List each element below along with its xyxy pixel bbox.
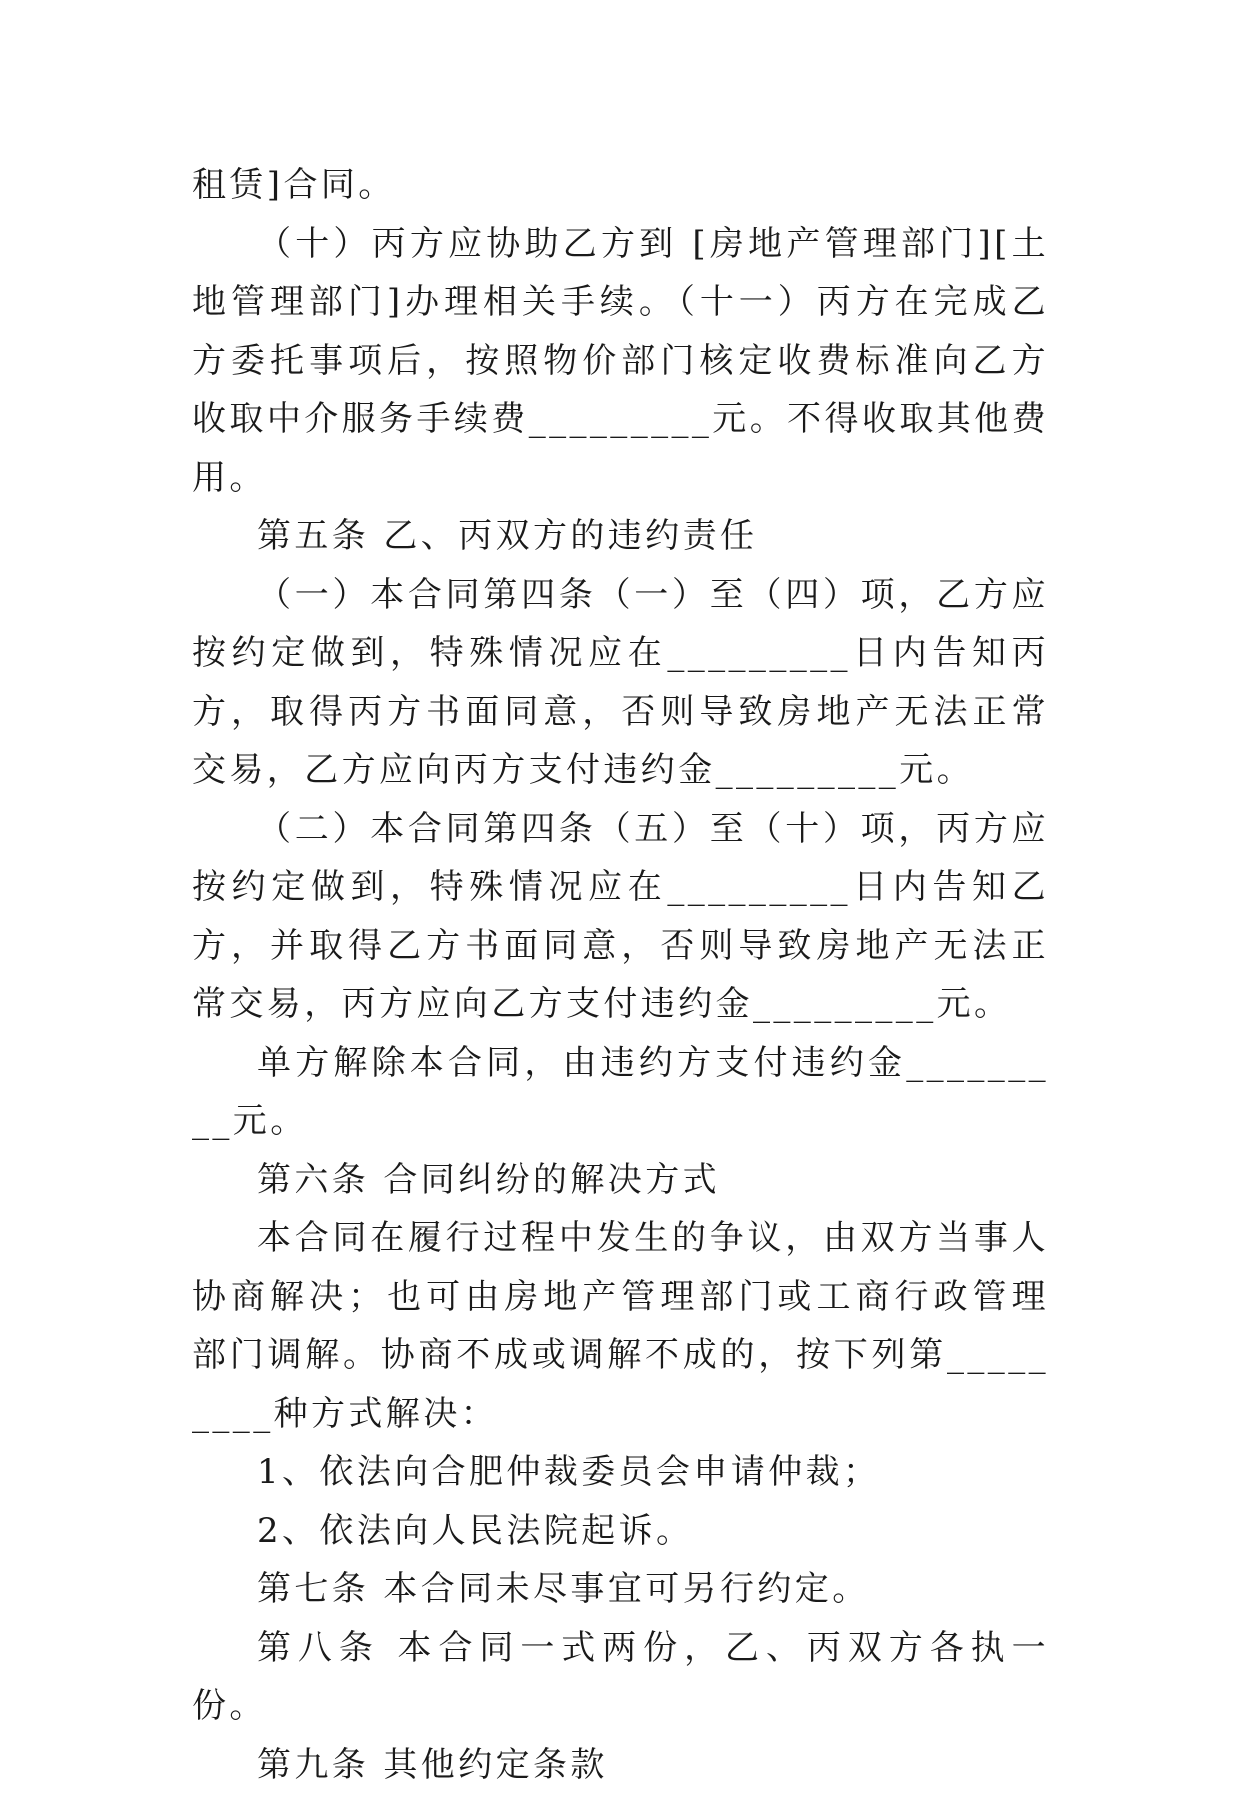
article-5-heading: 第五条 乙、丙双方的违约责任 — [192, 507, 1049, 566]
document-body — [192, 156, 1049, 1794]
article-9-heading: 第九条 其他约定条款 — [192, 1736, 1049, 1794]
article-5-item-2: （二）本合同第四条（五）至（十）项，丙方应按约定做到，特殊情况应在_________日内告知乙方，并取得乙方书面同意，否则导致房地产无法正常交易，丙方应向乙方支付违约金_________元。 — [192, 800, 1049, 1034]
paragraph-continuation: 租赁]合同。 — [192, 156, 1049, 215]
article-6-option-2: 2、依法向人民法院起诉。 — [192, 1502, 1049, 1561]
article-8: 第八条 本合同一式两份，乙、丙双方各执一份。 — [192, 1619, 1049, 1736]
article-7: 第七条 本合同未尽事宜可另行约定。 — [192, 1560, 1049, 1619]
paragraph-clause-10-11: （十）丙方应协助乙方到 [房地产管理部门][土地管理部门]办理相关手续。（十一）丙方在完成乙方委托事项后，按照物价部门核定收费标准向乙方收取中介服务手续费_________元。不得收取其他费用。 — [192, 215, 1049, 508]
article-6-option-1: 1、依法向合肥仲裁委员会申请仲裁； — [192, 1443, 1049, 1502]
article-6-body: 本合同在履行过程中发生的争议，由双方当事人协商解决；也可由房地产管理部门或工商行政管理部门调解。协商不成或调解不成的，按下列第_________种方式解决： — [192, 1209, 1049, 1443]
article-5-item-1: （一）本合同第四条（一）至（四）项，乙方应按约定做到，特殊情况应在_________日内告知丙方，取得丙方书面同意，否则导致房地产无法正常交易，乙方应向丙方支付违约金_________元。 — [192, 566, 1049, 800]
article-5-termination: 单方解除本合同，由违约方支付违约金_________元。 — [192, 1034, 1049, 1151]
article-6-heading: 第六条 合同纠纷的解决方式 — [192, 1151, 1049, 1210]
